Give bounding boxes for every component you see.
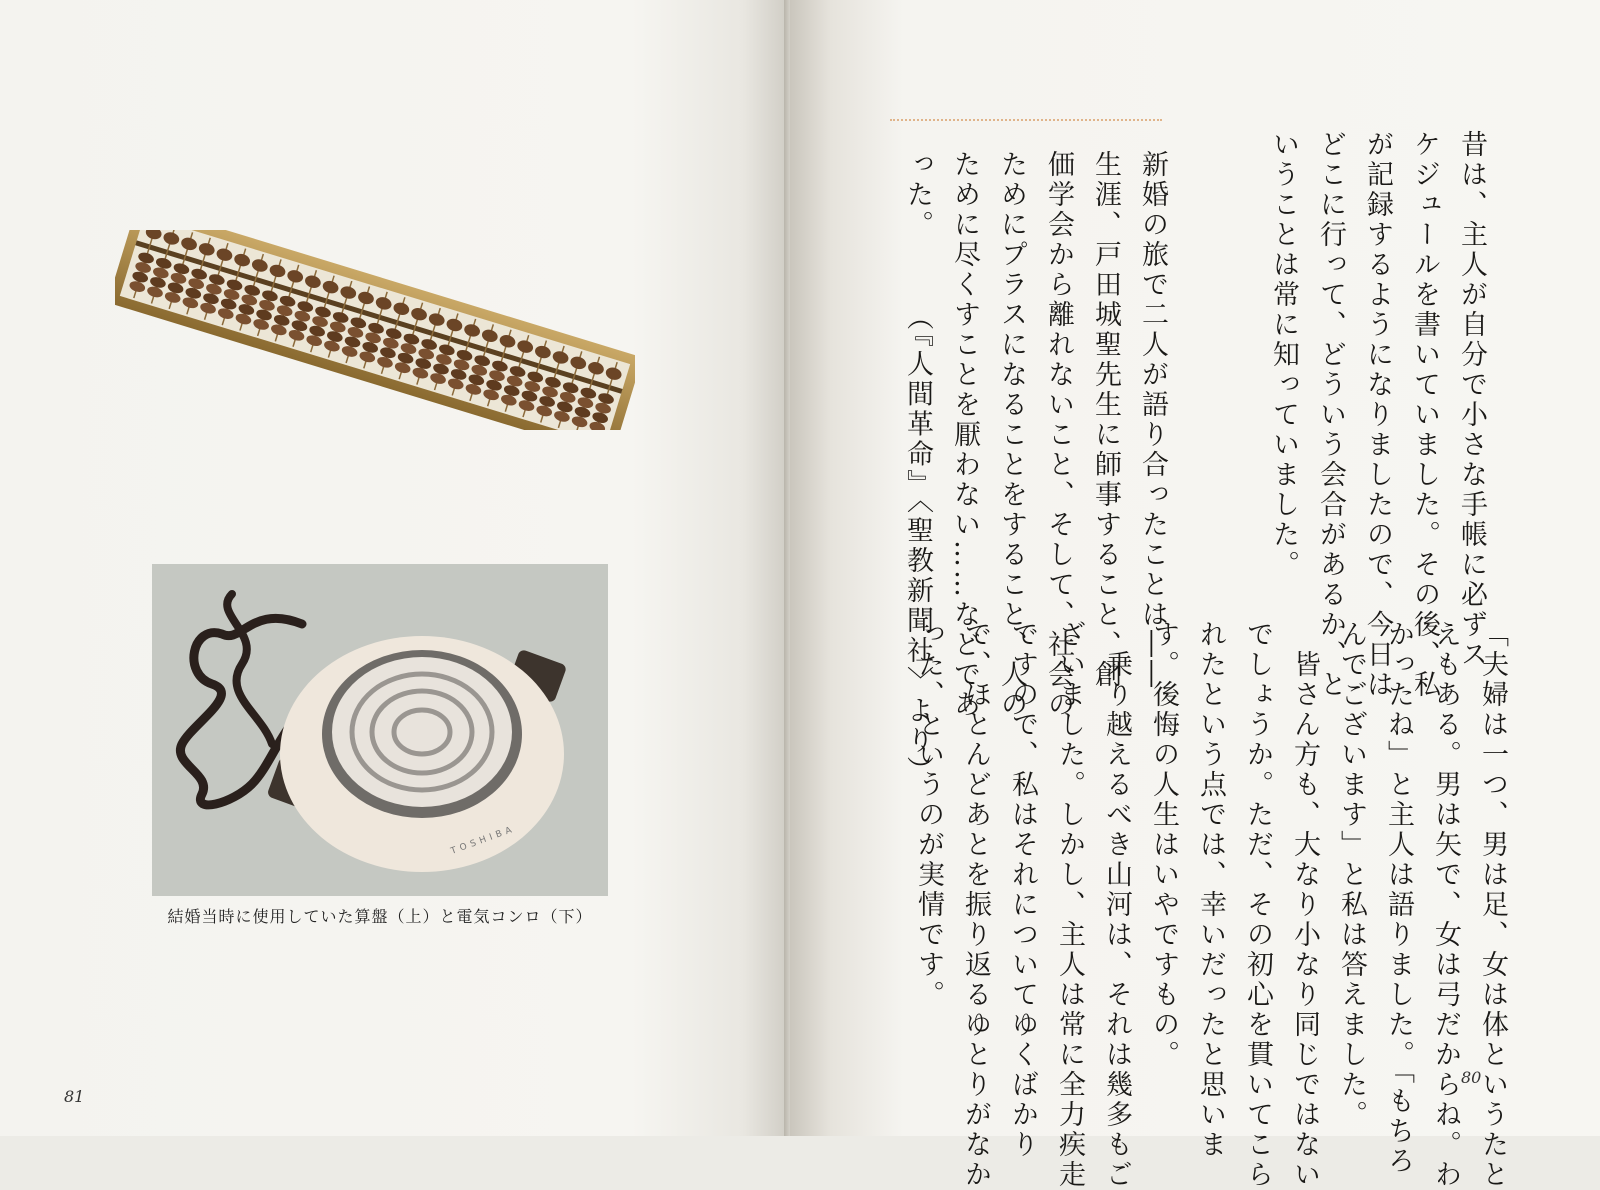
quote-divider <box>890 119 1162 121</box>
left-page <box>0 0 790 1136</box>
abacus-image <box>115 230 635 430</box>
abacus-photo <box>115 230 635 430</box>
paragraph-1: 昔は、主人が自分で小さな手帳に必ずス ケジュールを書いていました。その後、私 が記録するようになりましたので、今日は どこに行って、どういう会合があるか、と いうことは常に知っていました。 <box>1268 130 1487 700</box>
page-number-right: 80 <box>1461 1068 1482 1087</box>
paragraph-2: 「夫婦は一つ、男は足、女は体というたと えもある。男は矢で、女は弓だからね。わ かったね」と主人は語りました。「もちろ んでございます」と私は答えました。 皆さん方も、大なり小なり同じではない でしょうか。ただ、その初心を貫いてこら れたという点では、幸いだったと思いま す。後悔の人生はいやですもの。 乗り越えるべき山河は、それは幾多もご ざいました。しかし、主人は常に全力疾走 ですので、私はそれについてゆくばかり で、ほとんどあとを振り返るゆとりがなか った、というのが実情です。 <box>913 620 1508 1190</box>
photo-caption: 結婚当時に使用していた算盤（上）と電気コンロ（下） <box>167 907 593 926</box>
stove-brand-text: TOSHIBA <box>449 824 517 857</box>
electric-stove-photo <box>152 564 608 896</box>
quote-block: 新婚の旅で二人が語り合ったことは―― 生涯、戸田城聖先生に師事すること、創 価学会から離れないこと、そして、社会の ためにプラスになることをすること、人の ために尽くすことを厭わない……などであ った。 （『人間革命』〈聖教新聞社〉より） <box>902 150 1168 786</box>
stove-image <box>152 564 608 896</box>
page-number-left: 81 <box>64 1087 85 1106</box>
